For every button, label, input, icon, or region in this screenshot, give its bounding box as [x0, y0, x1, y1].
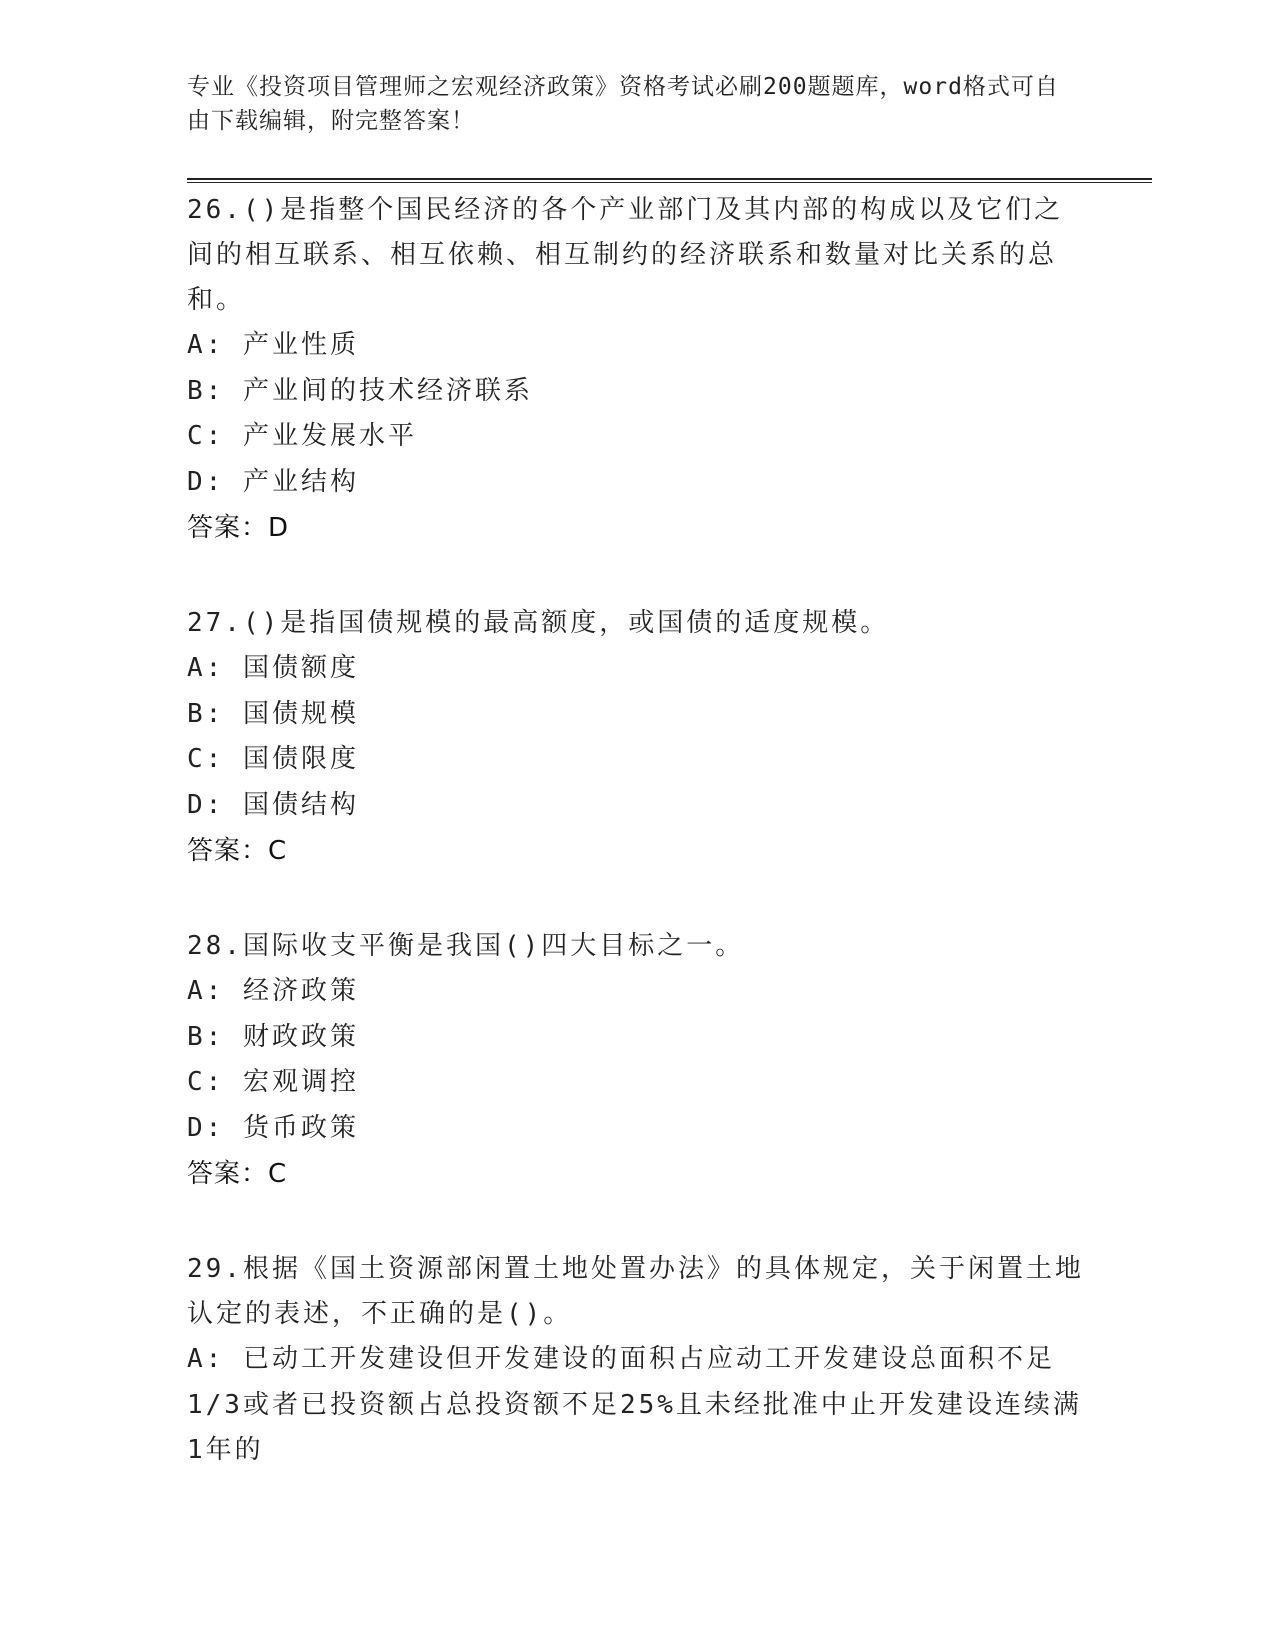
option-c: C: 国债限度	[187, 744, 359, 774]
question-26	[187, 188, 1087, 551]
option-a: A: 国债额度	[187, 653, 359, 683]
option-a: A: 已动工开发建设但开发建设的面积占应动工开发建设总面积不足1/3或者已投资额占总投资额不足25%且未经批准中止开发建设连续满1年的	[187, 1344, 1082, 1465]
option-b: B: 财政政策	[187, 1021, 359, 1052]
option-c: C: 宏观调控	[187, 1067, 359, 1097]
option-b: B: 产业间的技术经济联系	[187, 375, 533, 406]
option-d: D: 货币政策	[187, 1112, 359, 1143]
answer-text: 答案：C	[187, 836, 288, 866]
option-d: D: 国债结构	[187, 789, 359, 820]
option-d: D: 产业结构	[187, 466, 359, 497]
document-header: 专业《投资项目管理师之宏观经济政策》资格考试必刷200题题库，word格式可自由下载编辑，附完整答案！	[187, 74, 1059, 134]
question-list	[187, 188, 1087, 1524]
question-29	[187, 1247, 1087, 1474]
question-stem: 26.()是指整个国民经济的各个产业部门及其内部的构成以及它们之间的相互联系、相互依赖、相互制约的经济联系和数量对比关系的总和。	[187, 195, 1064, 315]
question-stem: 27.()是指国债规模的最高额度，或国债的适度规模。	[187, 608, 890, 638]
option-a: A: 产业性质	[187, 330, 359, 360]
question-stem: 28.国际收支平衡是我国()四大目标之一。	[187, 931, 745, 961]
question-27	[187, 601, 1087, 874]
answer-text: 答案：D	[187, 513, 290, 543]
question-stem: 29.根据《国土资源部闲置土地处置办法》的具体规定，关于闲置土地认定的表述，不正确的是()。	[187, 1254, 1084, 1329]
answer-text: 答案：C	[187, 1159, 288, 1189]
option-c: C: 产业发展水平	[187, 421, 417, 451]
option-a: A: 经济政策	[187, 976, 359, 1006]
header-divider	[187, 178, 1152, 183]
question-28	[187, 924, 1087, 1197]
option-b: B: 国债规模	[187, 698, 359, 729]
